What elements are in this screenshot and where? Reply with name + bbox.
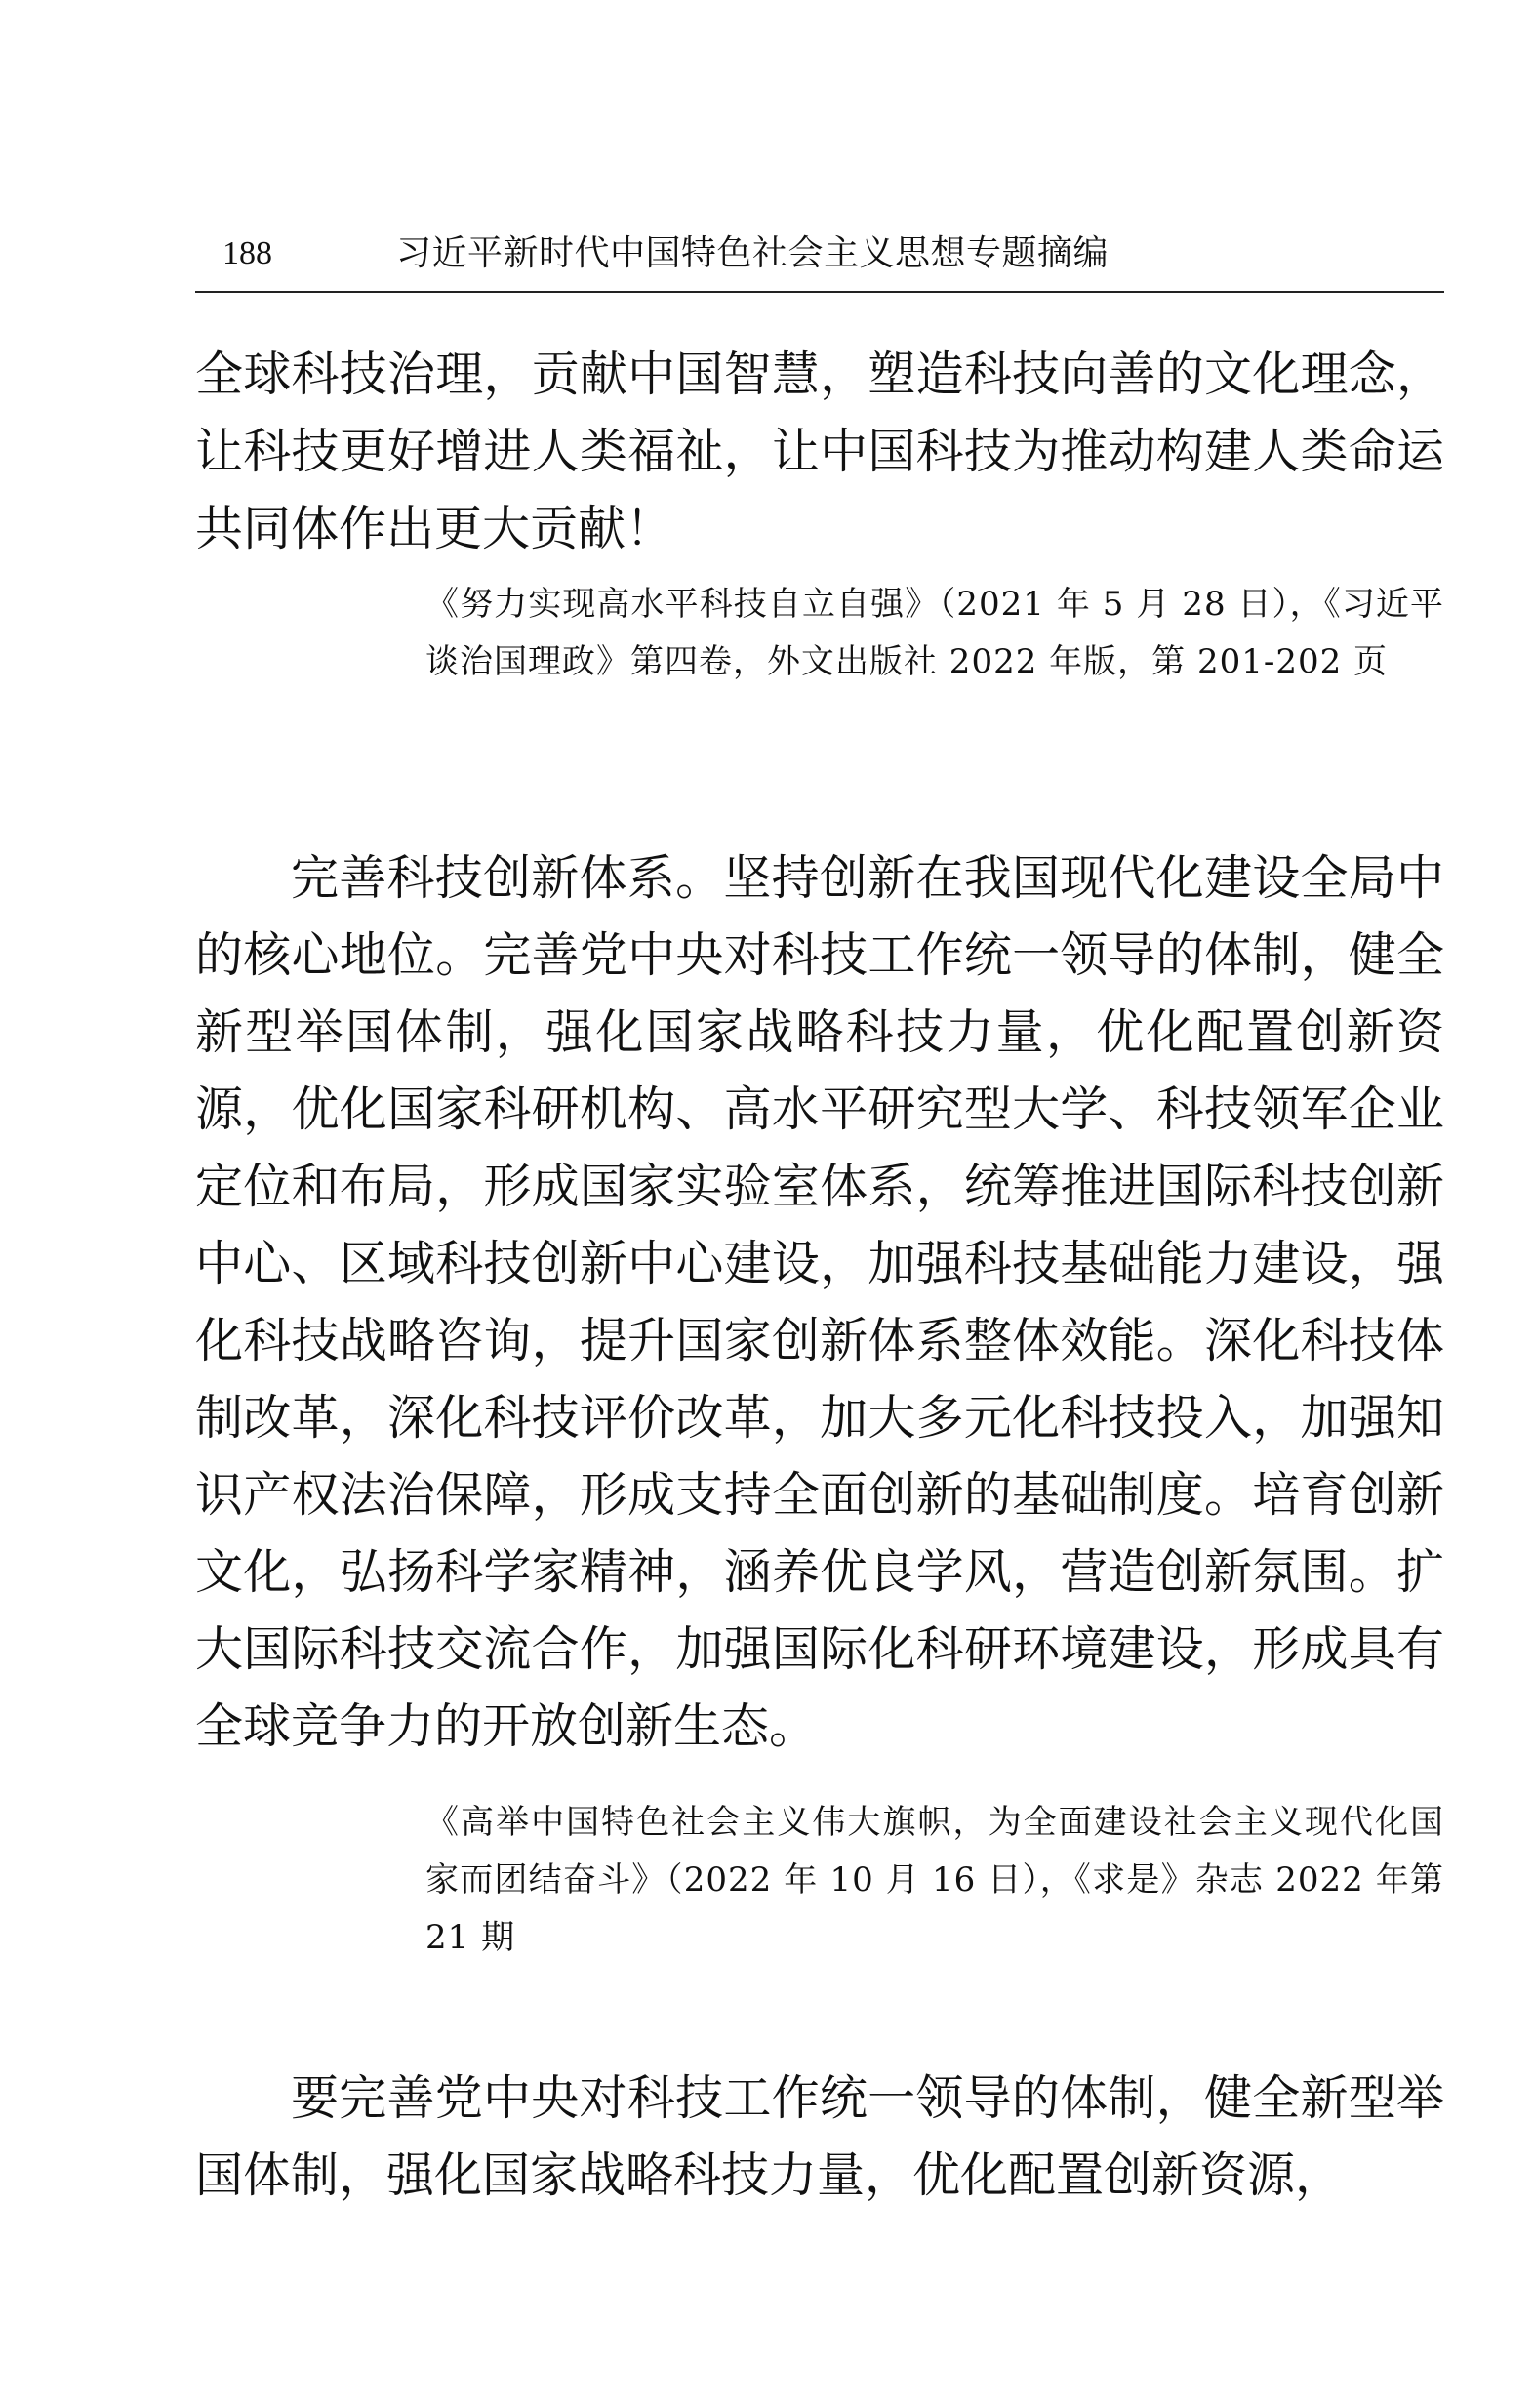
citation-2: 《高举中国特色社会主义伟大旗帜，为全面建设社会主义现代化国家而团结奋斗》（2022 年 10 月 16 日），《求是》杂志 2022 年第 21 期 bbox=[425, 1803, 1444, 1957]
paragraph-continuation: 全球科技治理，贡献中国智慧，塑造科技向善的文化理念，让科技更好增进人类福祉，让中国科技为推动构建人类命运共同体作出更大贡献！ bbox=[195, 347, 1444, 556]
book-page bbox=[195, 0, 1444, 2408]
paragraph-new-section: 要完善党中央对科技工作统一领导的体制，健全新型举国体制，强化国家战略科技力量，优化配置创新资源， bbox=[195, 2070, 1444, 2203]
page-number: 188 bbox=[222, 235, 272, 271]
citation-1: 《努力实现高水平科技自立自强》（2021 年 5 月 28 日），《习近平谈治国理政》第四卷，外文出版社 2022 年版，第 201-202 页 bbox=[425, 585, 1444, 681]
running-title: 习近平新时代中国特色社会主义思想专题摘编 bbox=[396, 233, 1110, 273]
paragraph-innovation-system: 完善科技创新体系。坚持创新在我国现代化建设全局中的核心地位。完善党中央对科技工作统一领导的体制，健全新型举国体制，强化国家战略科技力量，优化配置创新资源，优化国家科研机构、高水平研究型大学、科技领军企业定位和布局，形成国家实验室体系，统筹推进国际科技创新中心、区域科技创新中心建设，加强科技基础能力建设，强化科技战略咨询，提升国家创新体系整体效能。深化科技体制改革，深化科技评价改革，加大多元化科技投入，加强知识产权法治保障，形成支持全面创新的基础制度。培育创新文化，弘扬科学家精神，涵养优良学风，营造创新氛围。扩大国际科技交流合作，加强国际化科研环境建设，形成具有全球竞争力的开放创新生态。 bbox=[195, 850, 1444, 1754]
header-rule bbox=[195, 291, 1444, 293]
page-header bbox=[195, 232, 1444, 291]
